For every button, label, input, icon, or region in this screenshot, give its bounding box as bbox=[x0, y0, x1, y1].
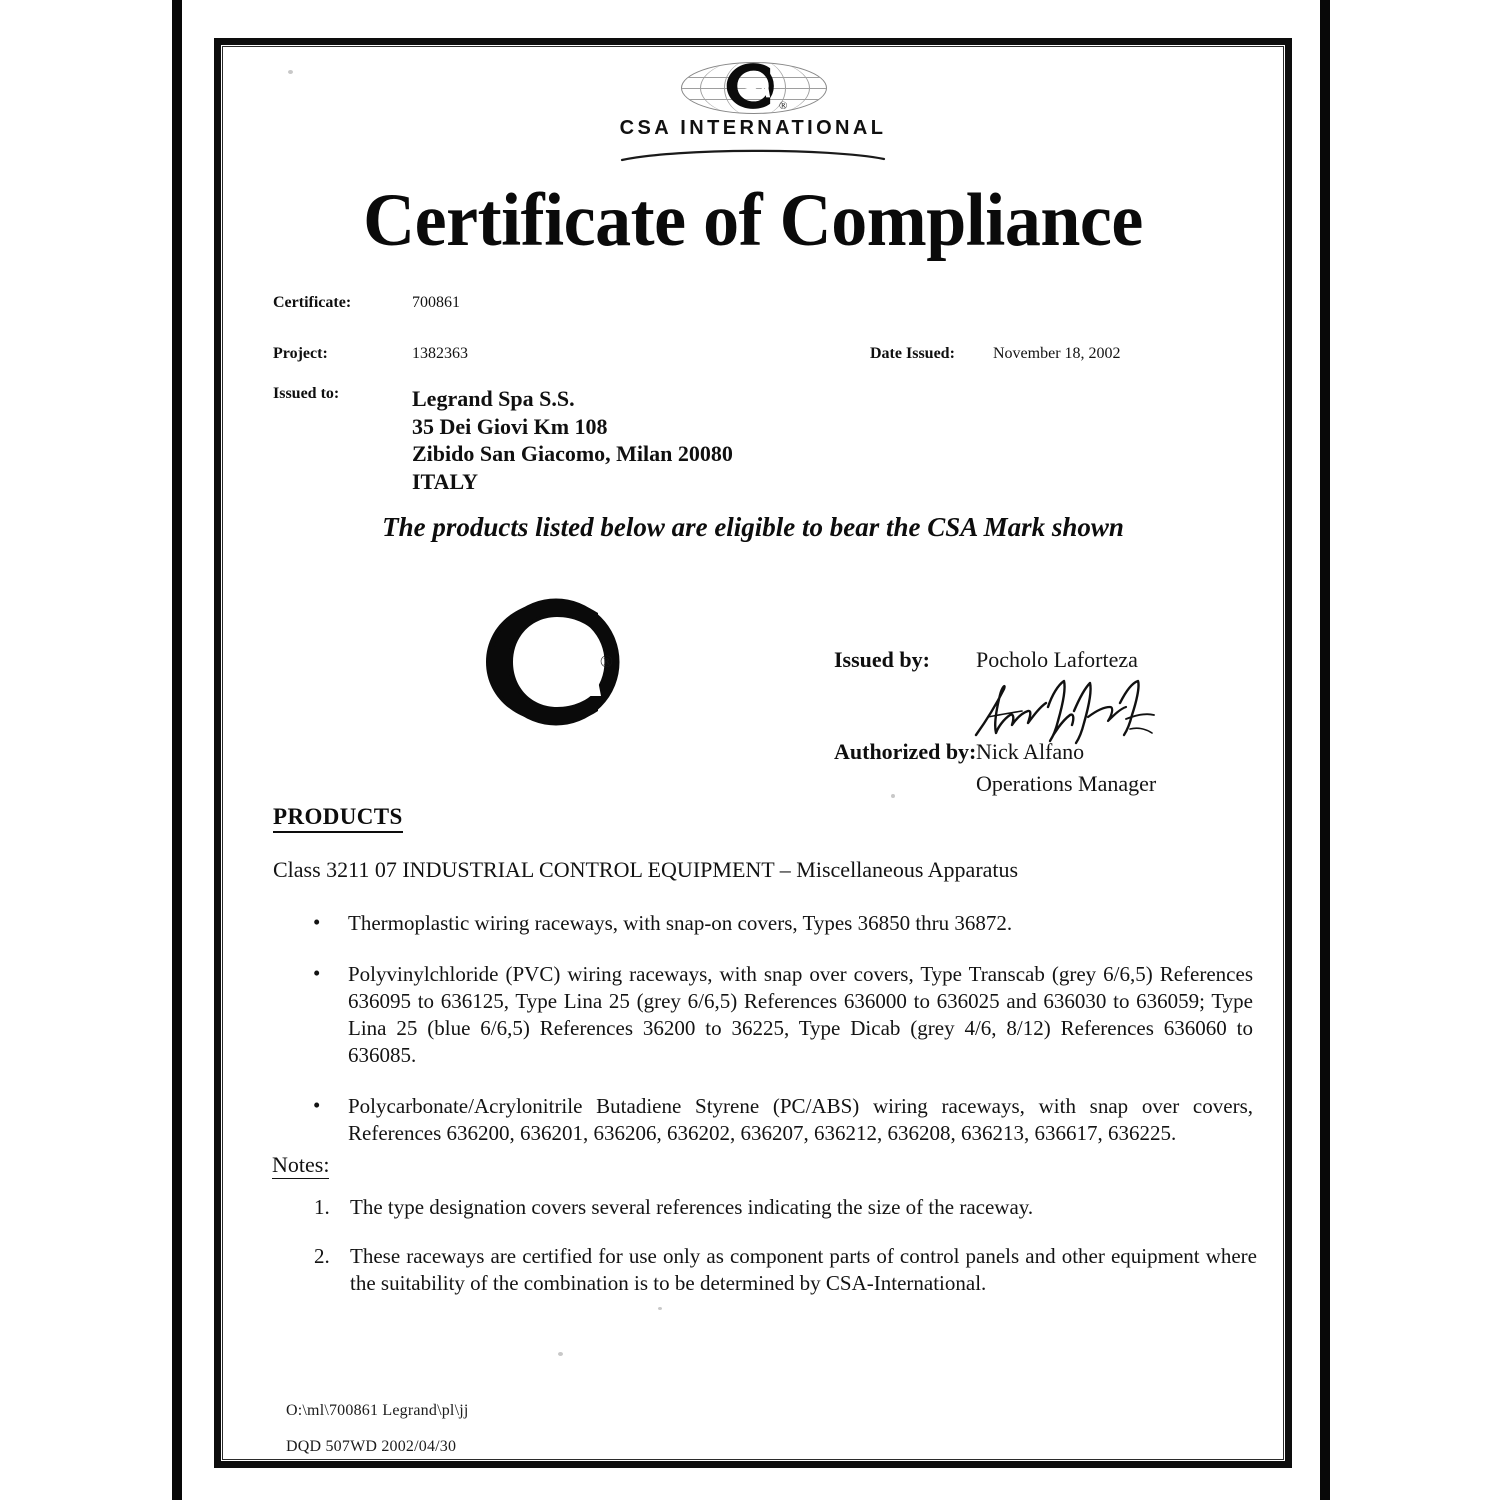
swoosh-divider-icon bbox=[618, 147, 888, 163]
note-number: 2. bbox=[314, 1244, 330, 1268]
note-number: 1. bbox=[314, 1195, 330, 1219]
scan-speck bbox=[558, 1352, 563, 1356]
product-list bbox=[273, 910, 1253, 1171]
certificate-number-label: Certificate: bbox=[273, 294, 352, 311]
note-list-item bbox=[272, 1194, 1257, 1221]
product-list-item bbox=[273, 961, 1253, 1069]
organization-name: CSA INTERNATIONAL bbox=[619, 117, 887, 139]
certificate-number-value: 700861 bbox=[412, 294, 460, 311]
authorized-by-label: Authorized by: bbox=[834, 739, 977, 764]
note-text: These raceways are certified for use only as component parts of control panels and other equipment where the suitability of the combination is to be determined by CSA-International. bbox=[350, 1244, 1257, 1295]
address-line: ITALY bbox=[412, 468, 479, 494]
bullet-icon: • bbox=[313, 910, 321, 934]
registered-symbol-icon: ® bbox=[600, 652, 613, 671]
address-line: Zibido San Giacomo, Milan 20080 bbox=[412, 441, 733, 466]
product-item-text: Polycarbonate/Acrylonitrile Butadiene Styrene (PC/ABS) wiring raceways, with snap over covers, References 636200, 636201, 636206, 636202, 636207, 636212, 636208, 636213, 636617, 636225. bbox=[348, 1094, 1253, 1145]
header-logo bbox=[228, 52, 1278, 168]
note-text: The type designation covers several references indicating the size of the raceway. bbox=[350, 1195, 1034, 1219]
notes-heading: Notes: bbox=[272, 1152, 330, 1177]
product-item-text: Thermoplastic wiring raceways, with snap-on covers, Types 36850 thru 36872. bbox=[348, 911, 1013, 935]
footer-file-path: O:\ml\700861 Legrand\pl\jj bbox=[286, 1402, 469, 1419]
scan-edge-left bbox=[172, 0, 182, 1500]
note-list-item bbox=[272, 1243, 1257, 1297]
scan-edge-right bbox=[1320, 0, 1330, 1500]
authorized-by-title: Operations Manager bbox=[976, 771, 1157, 796]
scan-speck bbox=[658, 1307, 662, 1310]
bullet-icon: • bbox=[313, 961, 321, 985]
project-number-label: Project: bbox=[273, 345, 328, 362]
page-title: Certificate of Compliance bbox=[363, 179, 1143, 262]
authorized-by-value: Nick Alfano bbox=[976, 739, 1085, 764]
csa-globe-logo-icon bbox=[663, 60, 843, 114]
issued-by-value: Pocholo Laforteza bbox=[976, 647, 1138, 672]
registered-symbol-icon: ® bbox=[779, 100, 788, 112]
product-list-item bbox=[273, 1093, 1253, 1147]
issued-by-label: Issued by: bbox=[834, 647, 930, 672]
notes-list bbox=[272, 1194, 1257, 1319]
certificate-body bbox=[228, 52, 1278, 1454]
address-line: 35 Dei Giovi Km 108 bbox=[412, 413, 608, 439]
issued-to-label: Issued to: bbox=[273, 385, 340, 402]
footer-doc-code: DQD 507WD 2002/04/30 bbox=[286, 1438, 457, 1455]
eligibility-statement: The products listed below are eligible to bear the CSA Mark shown bbox=[382, 512, 1124, 542]
issued-to-address bbox=[412, 385, 733, 495]
product-item-text: Polyvinylchloride (PVC) wiring raceways, with snap over covers, Type Transcab (grey 6/6,5) References 636095 to 636125, Type Lina 25 (grey 6/6,5) References 636000 to 636025 and 636030 to 636059; Type Lina 25 (blue 6/6,5) References 36200 to 36225, Type Dicab (grey 4/6, 8/12) References 636060 to 636085. bbox=[348, 962, 1253, 1067]
bullet-icon: • bbox=[313, 1093, 321, 1117]
product-class-line: Class 3211 07 INDUSTRIAL CONTROL EQUIPMENT – Miscellaneous Apparatus bbox=[273, 857, 1019, 882]
product-list-item bbox=[273, 910, 1253, 937]
project-number-value: 1382363 bbox=[412, 345, 468, 362]
address-line: Legrand Spa S.S. bbox=[412, 386, 575, 411]
date-issued-value: November 18, 2002 bbox=[993, 345, 1121, 362]
scan-speck bbox=[288, 70, 293, 74]
date-issued-label: Date Issued: bbox=[870, 345, 955, 362]
scan-speck bbox=[891, 794, 895, 798]
csa-monogram-icon bbox=[724, 62, 782, 110]
products-heading: PRODUCTS bbox=[273, 804, 403, 833]
csa-mark-logo-icon bbox=[478, 597, 638, 727]
